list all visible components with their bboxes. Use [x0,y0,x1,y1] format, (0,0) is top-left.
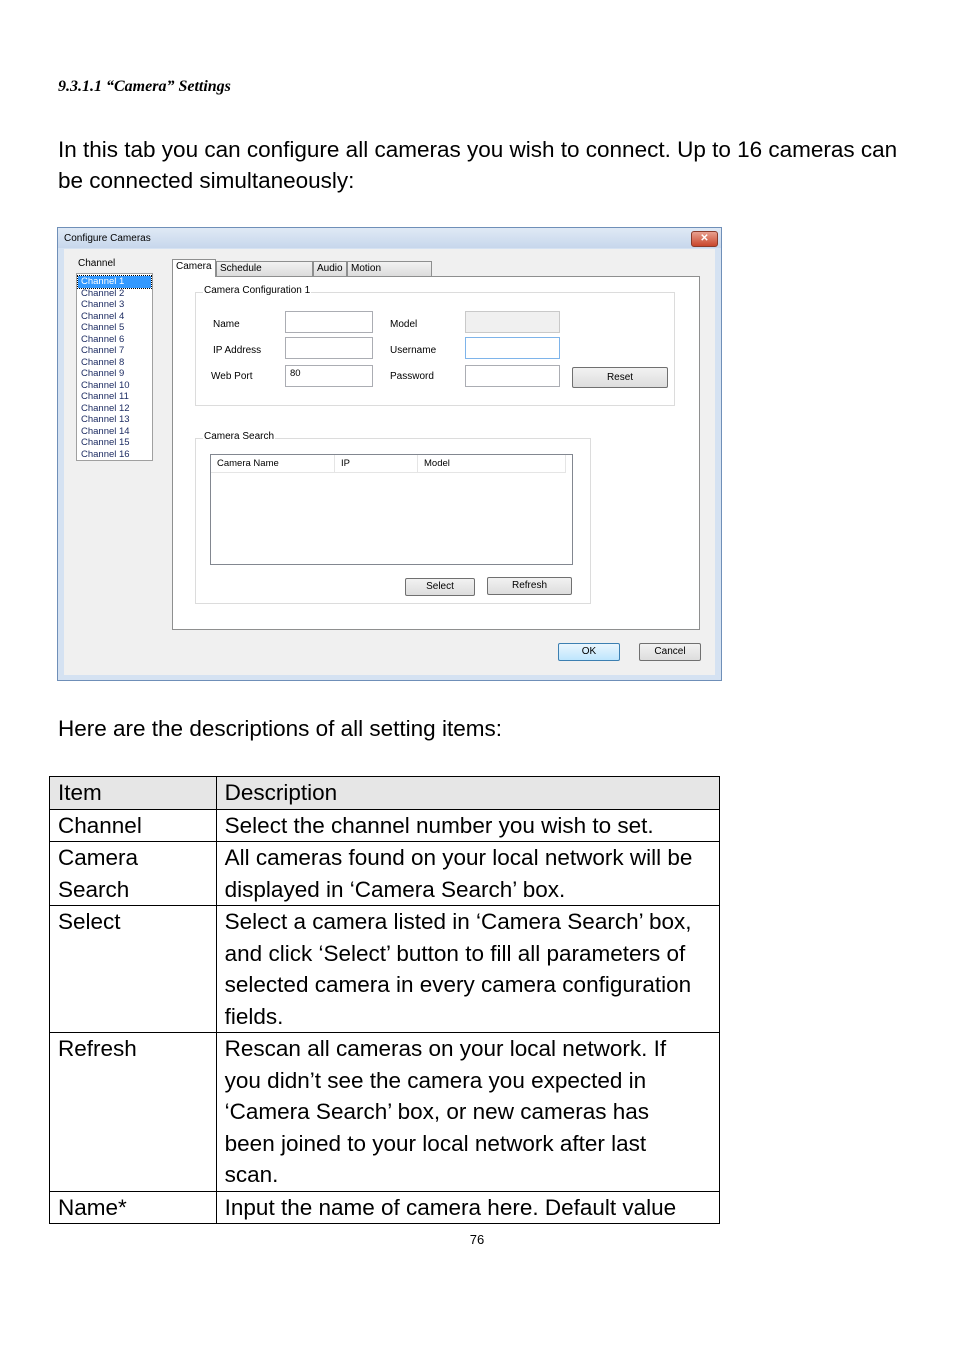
camera-tab-panel [172,276,700,630]
channel-list-item[interactable]: Channel 11 [81,391,129,402]
tab-motion-recording[interactable]: Motion [347,261,432,276]
channel-list-item[interactable]: Channel 6 [81,333,125,345]
settings-table [49,776,720,1224]
tab-schedule-recording[interactable]: Schedule [216,261,313,276]
model-field [465,311,560,333]
channel-list-item[interactable]: Channel 12 [81,402,130,414]
tab-audio[interactable]: Audio [313,261,347,276]
password-label: Password [390,371,434,382]
dialog-title: Configure Cameras [64,233,151,244]
name-field[interactable] [285,311,373,333]
channel-list-item[interactable]: Channel 10 [81,379,130,391]
table-header-row [50,777,720,810]
select-button[interactable]: Select [405,578,475,596]
descriptions-intro: Here are the descriptions of all setting items: [58,716,502,741]
channel-list[interactable] [76,273,153,461]
column-model[interactable]: Model [418,455,566,473]
column-ip[interactable]: IP [335,455,418,473]
channel-label: Channel [78,258,116,269]
camera-search-title: Camera Search [204,431,275,442]
row-item: Select [50,906,217,1033]
table-row [50,842,720,906]
channel-list-item[interactable]: Channel 16 [81,448,130,460]
channel-list-item[interactable]: Channel 9 [81,368,125,379]
ip-address-label: IP Address [213,345,262,356]
dialog-body [64,249,715,675]
row-item: Refresh [50,1033,217,1192]
ip-address-field[interactable] [285,337,373,359]
refresh-button[interactable]: Refresh [487,577,572,595]
cancel-button[interactable]: Cancel [639,643,701,661]
password-field[interactable] [465,365,560,387]
page-number: 76 [469,1232,485,1247]
channel-list-item[interactable]: Channel 1 [78,276,151,288]
header-description: Description [216,777,719,810]
channel-list-item[interactable]: Channel 13 [81,414,130,425]
dialog-titlebar [58,228,721,248]
row-description: Input the name of camera here. Default value [216,1191,719,1224]
channel-list-item[interactable]: Channel 8 [81,356,125,368]
model-label: Model [390,319,418,330]
intro-paragraph: In this tab you can configure all cameras you wish to connect. Up to 16 cameras can be connected simultaneously: [58,137,898,193]
ok-button[interactable]: OK [558,643,620,661]
channel-list-item[interactable]: Channel 14 [81,425,130,437]
configure-cameras-dialog [57,227,722,681]
reset-button[interactable]: Reset [572,367,668,388]
row-description: Rescan all cameras on your local network. If you didn’t see the camera you expected in ‘Camera Search’ box, or new cameras has been joined to your local network after last scan. [216,1033,719,1192]
web-port-field[interactable]: 80 [285,365,373,387]
username-label: Username [390,345,437,356]
table-row [50,906,720,1033]
column-camera-name[interactable]: Camera Name [211,455,335,473]
channel-list-item[interactable]: Channel 4 [81,310,125,322]
tab-camera[interactable]: Camera [172,259,216,277]
row-description: Select the channel number you wish to set. [216,809,719,842]
table-row [50,809,720,842]
header-item: Item [50,777,217,810]
table-row [50,1191,720,1224]
row-item: Channel [50,809,217,842]
close-icon[interactable]: ✕ [691,231,718,247]
web-port-label: Web Port [211,371,253,382]
camera-configuration-title: Camera Configuration 1 [204,285,311,296]
username-field[interactable] [465,337,560,359]
channel-list-item[interactable]: Channel 7 [81,345,125,356]
row-item: Name* [50,1191,217,1224]
row-description: Select a camera listed in ‘Camera Search’ box, and click ‘Select’ button to fill all parameters of selected camera in every camera configuration fields. [216,906,719,1033]
table-row [50,1033,720,1192]
channel-list-item[interactable]: Channel 2 [81,287,125,299]
row-item: Camera Search [50,842,217,906]
camera-search-list[interactable] [210,454,573,565]
row-description: All cameras found on your local network will be displayed in ‘Camera Search’ box. [216,842,719,906]
channel-list-item[interactable]: Channel 3 [81,299,125,310]
name-label: Name [213,319,240,330]
channel-list-item[interactable]: Channel 5 [81,322,125,333]
channel-list-item[interactable]: Channel 15 [81,437,130,448]
section-heading: 9.3.1.1 “Camera” Settings [58,78,231,95]
